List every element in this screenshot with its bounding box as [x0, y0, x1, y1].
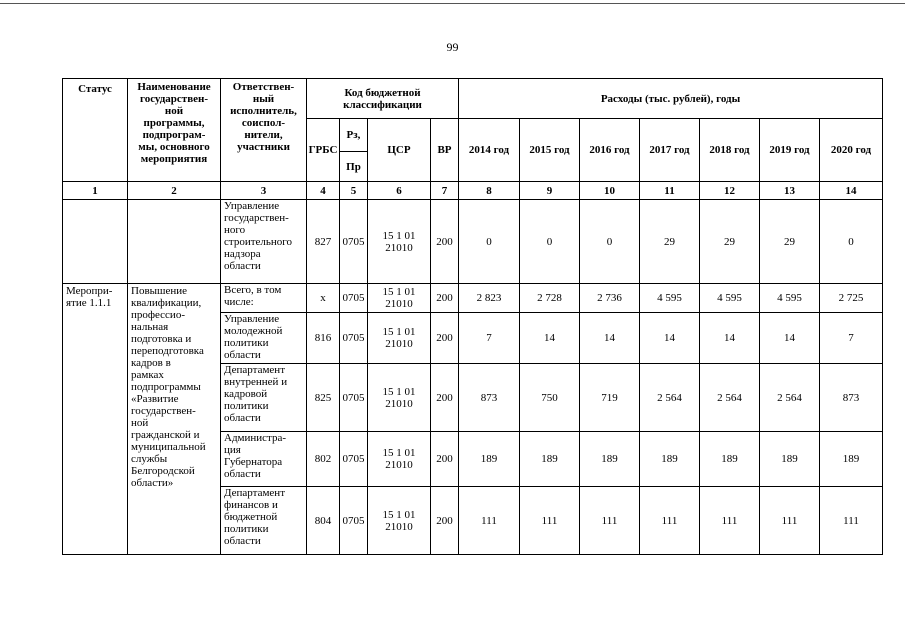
- value-cell: 111: [580, 487, 640, 555]
- column-number: 11: [640, 182, 700, 200]
- value-cell: 2 564: [760, 364, 820, 432]
- column-number: 10: [580, 182, 640, 200]
- csr-cell: 15 1 01 21010: [368, 284, 431, 313]
- vr-cell: 200: [431, 432, 459, 487]
- rzpr-cell: 0705: [340, 313, 368, 364]
- grbs-cell: 816: [307, 313, 340, 364]
- csr-cell: 15 1 01 21010: [368, 313, 431, 364]
- rzpr-cell: 0705: [340, 364, 368, 432]
- header-name: Наименование государствен- ной программы, подпрограм- мы, основного мероприятия: [128, 79, 221, 182]
- value-cell: 4 595: [640, 284, 700, 313]
- rzpr-cell: 0705: [340, 200, 368, 284]
- column-number: 14: [820, 182, 883, 200]
- csr-cell: 15 1 01 21010: [368, 364, 431, 432]
- value-cell: 2 725: [820, 284, 883, 313]
- executor-cell: Департамент финансов и бюджетной политики области: [221, 487, 307, 555]
- value-cell: 111: [459, 487, 520, 555]
- executor-cell: Всего, в том числе:: [221, 284, 307, 313]
- column-number: 2: [128, 182, 221, 200]
- page-number: 99: [446, 40, 459, 54]
- header-budget-code: Код бюджетной классификации: [307, 79, 459, 119]
- value-cell: 111: [760, 487, 820, 555]
- column-number: 9: [520, 182, 580, 200]
- value-cell: 14: [520, 313, 580, 364]
- value-cell: 750: [520, 364, 580, 432]
- value-cell: 189: [820, 432, 883, 487]
- value-cell: 189: [520, 432, 580, 487]
- vr-cell: 200: [431, 364, 459, 432]
- value-cell: 111: [820, 487, 883, 555]
- top-scan-line: [0, 3, 905, 4]
- value-cell: 14: [640, 313, 700, 364]
- value-cell: 4 595: [700, 284, 760, 313]
- header-year-2017: 2017 год: [640, 119, 700, 182]
- value-cell: 14: [760, 313, 820, 364]
- column-number-row: [63, 182, 883, 200]
- csr-cell: 15 1 01 21010: [368, 487, 431, 555]
- value-cell: 873: [820, 364, 883, 432]
- value-cell: 7: [459, 313, 520, 364]
- column-number: 13: [760, 182, 820, 200]
- vr-cell: 200: [431, 200, 459, 284]
- header-year-2015: 2015 год: [520, 119, 580, 182]
- column-number: 8: [459, 182, 520, 200]
- column-number: 7: [431, 182, 459, 200]
- column-number: 6: [368, 182, 431, 200]
- value-cell: 111: [640, 487, 700, 555]
- value-cell: 2 564: [700, 364, 760, 432]
- header-csr: ЦСР: [368, 119, 431, 182]
- value-cell: 29: [640, 200, 700, 284]
- value-cell: 0: [520, 200, 580, 284]
- column-number: 4: [307, 182, 340, 200]
- header-status: Статус: [63, 79, 128, 182]
- value-cell: 2 823: [459, 284, 520, 313]
- column-number: 1: [63, 182, 128, 200]
- grbs-cell: 827: [307, 200, 340, 284]
- value-cell: 189: [640, 432, 700, 487]
- value-cell: 2 564: [640, 364, 700, 432]
- name-cell-empty: [128, 200, 221, 284]
- header-year-2018: 2018 год: [700, 119, 760, 182]
- column-number: 5: [340, 182, 368, 200]
- header-year-2020: 2020 год: [820, 119, 883, 182]
- value-cell: 29: [700, 200, 760, 284]
- value-cell: 0: [820, 200, 883, 284]
- vr-cell: 200: [431, 487, 459, 555]
- vr-cell: 200: [431, 313, 459, 364]
- value-cell: 4 595: [760, 284, 820, 313]
- column-number: 3: [221, 182, 307, 200]
- budget-table: [62, 78, 883, 555]
- value-cell: 189: [459, 432, 520, 487]
- grbs-cell: 802: [307, 432, 340, 487]
- header-year-2016: 2016 год: [580, 119, 640, 182]
- header-rz: Рз,: [340, 119, 368, 152]
- rzpr-cell: 0705: [340, 284, 368, 313]
- header-year-2019: 2019 год: [760, 119, 820, 182]
- value-cell: 111: [520, 487, 580, 555]
- value-cell: 14: [580, 313, 640, 364]
- value-cell: 111: [700, 487, 760, 555]
- executor-cell: Управление молодежной политики области: [221, 313, 307, 364]
- header-pr: Пр: [340, 152, 368, 182]
- table-row: [63, 200, 883, 284]
- csr-cell: 15 1 01 21010: [368, 432, 431, 487]
- executor-cell: Департамент внутренней и кадровой политики области: [221, 364, 307, 432]
- csr-cell: 15 1 01 21010: [368, 200, 431, 284]
- value-cell: 189: [700, 432, 760, 487]
- value-cell: 719: [580, 364, 640, 432]
- value-cell: 2 736: [580, 284, 640, 313]
- header-executor: Ответствен- ный исполнитель, соиспол- нители, участники: [221, 79, 307, 182]
- column-number: 12: [700, 182, 760, 200]
- value-cell: 189: [760, 432, 820, 487]
- header-expenses: Расходы (тыс. рублей), годы: [459, 79, 883, 119]
- grbs-cell: х: [307, 284, 340, 313]
- header-grbs: ГРБС: [307, 119, 340, 182]
- value-cell: 14: [700, 313, 760, 364]
- group-status-cell: Меропри- ятие 1.1.1: [63, 284, 128, 555]
- executor-cell: Администра- ция Губернатора области: [221, 432, 307, 487]
- vr-cell: 200: [431, 284, 459, 313]
- value-cell: 2 728: [520, 284, 580, 313]
- value-cell: 0: [580, 200, 640, 284]
- value-cell: 7: [820, 313, 883, 364]
- header-vr: ВР: [431, 119, 459, 182]
- grbs-cell: 804: [307, 487, 340, 555]
- header-year-2014: 2014 год: [459, 119, 520, 182]
- value-cell: 29: [760, 200, 820, 284]
- rzpr-cell: 0705: [340, 432, 368, 487]
- executor-cell: Управление государствен- ного строительного надзора области: [221, 200, 307, 284]
- value-cell: 873: [459, 364, 520, 432]
- value-cell: 0: [459, 200, 520, 284]
- table-row: [63, 284, 883, 313]
- rzpr-cell: 0705: [340, 487, 368, 555]
- group-name-cell: Повышение квалификации, профессио- нальная подготовка и переподготовка кадров в рамках подпрограммы «Развитие государствен- ной гражданской и муниципальной службы Белгородской области»: [128, 284, 221, 555]
- value-cell: 189: [580, 432, 640, 487]
- status-cell-empty: [63, 200, 128, 284]
- grbs-cell: 825: [307, 364, 340, 432]
